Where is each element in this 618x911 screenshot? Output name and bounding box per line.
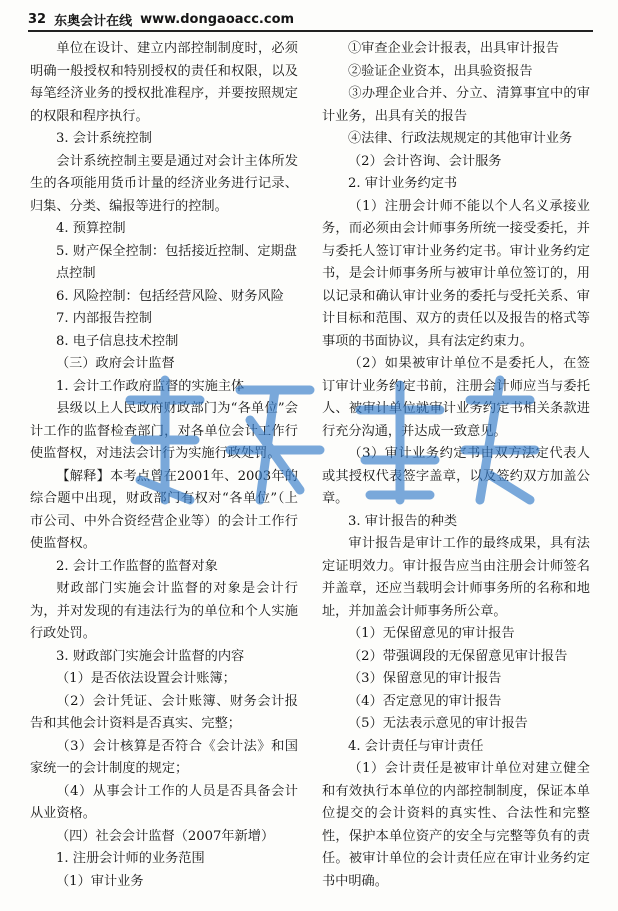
- right-column: [322, 38, 590, 893]
- right-paragraph: （2）会计咨询、会计服务: [348, 153, 502, 169]
- right-paragraph: ③办理企业合并、分立、清算事宜中的审计业务，出具有关的报告: [322, 86, 590, 124]
- left-paragraph: （三）政府会计监督: [56, 356, 175, 371]
- right-paragraph: （1）会计责任是被审计单位对建立健全和有效执行本单位的内部控制制度，保证本单位提交的会计资料的真实性、合法性和完整性，保护本单位资产的安全与完整等负有的责任。被审计单位的会计责任应在审计业务约定书中明确。: [322, 761, 590, 889]
- left-paragraph: 8. 电子信息技术控制: [56, 333, 179, 349]
- right-paragraph: 2. 审计业务约定书: [348, 176, 458, 191]
- right-paragraph: ④法律、行政法规规定的其他审计业务: [348, 131, 573, 146]
- site-url: www.dongaoacc.com: [140, 11, 295, 27]
- right-paragraph: ①审查企业会计报表，出具审计报告: [348, 41, 559, 56]
- left-paragraph: 1. 会计工作政府监督的实施主体: [56, 378, 245, 394]
- page-header: [28, 8, 598, 30]
- left-paragraph: 5. 财产保全控制：包括接近控制、定期盘点控制: [56, 243, 297, 281]
- site-name: 东奥会计在线: [54, 13, 133, 29]
- right-paragraph: （3）审计业务约定书由双方法定代表人或其授权代表签字盖章，以及签约双方加盖公章。: [322, 446, 590, 506]
- left-paragraph: （3）会计核算是否符合《会计法》和国家统一的会计制度的规定；: [30, 738, 298, 776]
- right-paragraph: 4. 会计责任与审计责任: [348, 738, 484, 754]
- left-paragraph: （1）是否依法设置会计账簿；: [56, 671, 236, 686]
- left-paragraph: 县级以上人民政府财政部门为“各单位”会计工作的监督检查部门，对各单位会计工作行使监督权，对违法会计行为实施行政处罚。: [30, 401, 298, 461]
- right-paragraph: （1）注册会计师不能以个人名义承接业务，而必须由会计师事务所统一接受委托，并与委托人签订审计业务约定书。审计业务约定书，是会计师事务所与被审计单位签订的，用以记录和确认审计业务的委托与受托关系、审计目标和范围、双方的责任以及报告的格式等事项的书面协议，具有法定约束力。: [322, 198, 590, 349]
- right-paragraph: （5）无法表示意见的审计报告: [348, 716, 528, 731]
- left-paragraph: 财政部门实施会计监督的对象是会计行为，并对发现的有违法行为的单位和个人实施行政处罚。: [30, 581, 298, 641]
- page-number: 32: [28, 11, 47, 27]
- left-paragraph: 7. 内部报告控制: [56, 311, 152, 326]
- left-paragraph: 1. 注册会计师的业务范围: [56, 851, 205, 866]
- right-paragraph: （2）带强调段的无保留意见审计报告: [348, 648, 568, 664]
- right-paragraph: （3）保留意见的审计报告: [348, 671, 502, 686]
- left-paragraph: 2. 会计工作监督的监督对象: [56, 558, 218, 574]
- right-paragraph: （2）如果被审计单位不是委托人，在签订审计业务约定书前，注册会计师应当与委托人、被审计单位就审计业务约定书相关条款进行充分沟通，并达成一致意见。: [322, 356, 590, 439]
- left-paragraph: （四）社会会计监督（2007年新增）: [56, 828, 275, 844]
- left-paragraph: （4）从事会计工作的人员是否具备会计从业资格。: [30, 783, 298, 821]
- left-paragraph: （1）审计业务: [56, 873, 144, 889]
- left-paragraph: 3. 财政部门实施会计监督的内容: [56, 648, 245, 664]
- left-paragraph: 【解释】本考点曾在2001年、2003年的综合题中出现，财政部门有权对“各单位”（上市公司、中外合资经营企业等）的会计工作行使监督权。: [30, 468, 298, 551]
- right-paragraph: 审计报告是审计工作的最终成果，具有法定证明效力。审计报告应当由注册会计师签名并盖章，还应当载明会计师事务所的名称和地址，并加盖会计师事务所公章。: [322, 536, 590, 619]
- left-paragraph: 3. 会计系统控制: [56, 131, 152, 146]
- left-paragraph: 会计系统控制主要是通过对会计主体所发生的各项能用货币计量的经济业务进行记录、归集、分类、编报等进行的控制。: [30, 153, 298, 214]
- left-paragraph: 单位在设计、建立内部控制制度时，必须明确一般授权和特别授权的责任和权限，以及每笔经济业务的授权批准程序，并要按照规定的权限和程序执行。: [30, 41, 298, 124]
- left-paragraph: 4. 预算控制: [56, 221, 126, 236]
- right-paragraph: ②验证企业资本，出具验资报告: [348, 63, 533, 79]
- left-paragraph: （2）会计凭证、会计账簿、财务会计报告和其他会计资料是否真实、完整；: [30, 693, 298, 731]
- left-paragraph: 6. 风险控制：包括经营风险、财务风险: [56, 288, 284, 304]
- header-divider: [28, 30, 593, 32]
- left-column: [30, 38, 298, 893]
- right-paragraph: （1）无保留意见的审计报告: [348, 626, 515, 641]
- right-paragraph: 3. 审计报告的种类: [348, 513, 458, 529]
- right-paragraph: （4）否定意见的审计报告: [348, 693, 502, 709]
